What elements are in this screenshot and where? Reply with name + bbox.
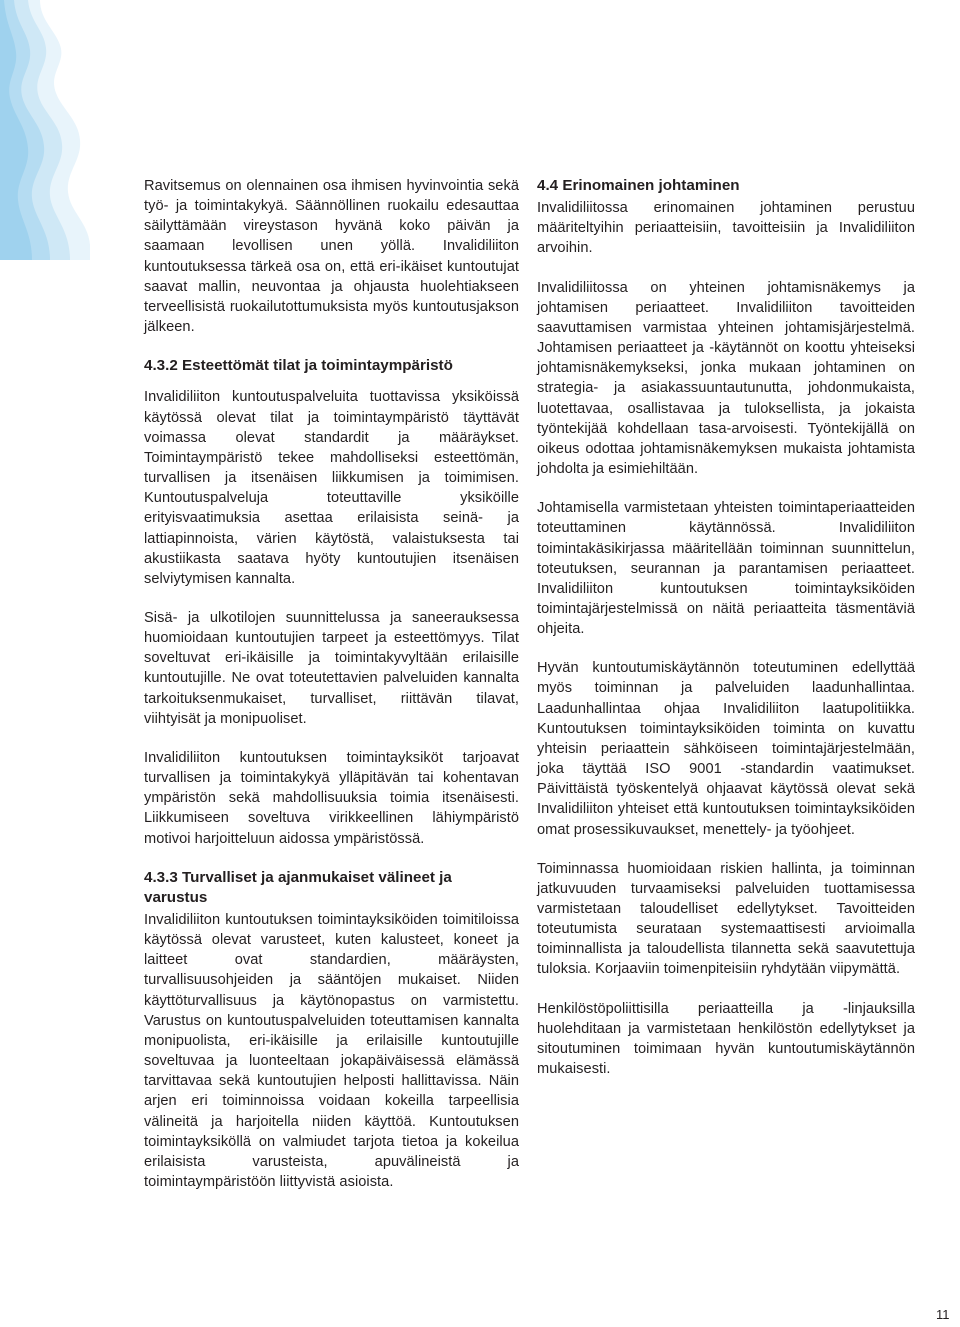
right-column — [537, 176, 915, 1098]
paragraph: Invalidiliiton kuntoutuspalveluita tuottavissa yksiköissä käytössä olevat tilat ja toimintaympäristö täyttävät voimassa olevat standardit ja määräykset. Toimintaympäristö tekee mahdolliseksi esteettömän, turvallisen ja itsenäisen liikkumisen ja toimimisen. Kuntoutuspalveluja toteuttaville yksiköille erityisvaatimuksia asettaa erilaisista seinä- ja lattiapinnoista, värien käytöstä, valaistuksesta tai akustiikasta saatava hyöty kuntoutujien itsenäisen selviytymisen kannalta. — [144, 389, 519, 587]
paragraph: Invalidiliitossa erinomainen johtaminen perustuu määriteltyihin periaatteisiin, tavoitteisiin ja Invalidiliiton arvoihin. — [537, 200, 915, 257]
paragraph: Sisä- ja ulkotilojen suunnittelussa ja saneerauksessa huomioidaan kuntoutujien tarpeet ja esteettömyys. Tilat soveltuvat eri-ikäisille ja toimintakyvyltään erilaisille kuntoutujille. Ne ovat toteutettavien palveluiden kannalta tarkoituksenmukaiset, turvalliset, riittävän tilavat, viihtyisät ja monipuoliset. — [144, 609, 519, 727]
page-number: 11 — [936, 1307, 950, 1322]
left-column — [144, 176, 519, 1211]
paragraph: Invalidiliitossa on yhteinen johtamisnäkemys ja johtamisen periaatteet. Invalidiliiton tavoitteiden saavuttamisen varmistaa yhteinen johtamisjärjestelmä. Johtamisen periaatteet ja -käytännöt on koottu yhteiseksi johtamisnäkemykseksi, jonka mukaan johtaminen on strategia- ja asiakassuuntautunutta, johdonmukaista, luotettavaa, osallistavaa ja tuloksellista, ja jokaista työntekijää kohdellaan tasa-arvoisesti. Työntekijällä on oikeus odottaa johtamisnäkemyksen mukaista johtamista johdolta ja esimiehiltään. — [537, 279, 915, 478]
paragraph: Invalidiliiton kuntoutuksen toimintayksiköiden toimitiloissa käytössä olevat varusteet, kuten kalusteet, koneet ja laitteet ovat standardien, määräysten, turvallisuusohjeiden ja sääntöjen mukaiset. Niiden käyttöturvallisuus ja käytönopastus on varmistettu. Varustus on kuntoutuspalveluiden toteuttamisen kannalta monipuolista, eri-ikäisille ja erilaisille kuntoutujille soveltuvaa ja luonteeltaan jokapäiväisessä elämässä tarvittavaa sekä kuntoutujien helposti hallittavissa. Näin arjen eri toiminnoissa voidaan kokeilla tarpeellisia välineitä ja harjoitella niiden käyttöä. Kuntoutuksen toimintayksiköllä on valmiudet tarjota tietoa ja kokeilua erilaisista varusteista, apuvälineistä ja toimintaympäristöön liittyvistä asioista. — [144, 912, 519, 1191]
section-heading-4-3-2: 4.3.2 Esteettömät tilat ja toimintaympäristö — [144, 357, 453, 375]
paragraph: Johtamisella varmistetaan yhteisten toimintaperiaatteiden toteuttaminen käytännössä. Invalidiliiton toimintakäsikirjassa määritellään toiminnan suunnittelun, toteutuksen, seurannan ja parantamisen periaatteet. Invalidiliiton kuntoutuksen toimintayksiköiden toimintajärjestelmissä on näitä periaatteita täsmentäviä ohjeita. — [537, 500, 915, 638]
section-heading-4-3-3: 4.3.3 Turvalliset ja ajanmukaiset välineet ja varustus — [144, 868, 452, 906]
section-heading-4-4: 4.4 Erinomainen johtaminen — [537, 177, 740, 194]
paragraph: Toiminnassa huomioidaan riskien hallinta, ja toiminnan jatkuvuuden turvaamiseksi palveluiden tuottamisessa varmistetaan taloudelliset edellytykset. Tavoitteiden toteutumista seurataan systemaattisesti arvioimalla toiminnallista ja taloudellista tilannetta sekä saavutettuja tuloksia. Korjaaviin toimenpiteisiin ryhdytään viipymättä. — [537, 860, 915, 978]
paragraph: Hyvän kuntoutumiskäytännön toteutuminen edellyttää myös toiminnan ja palveluiden laadunhallintaa. Laadunhallintaa ohjaa Invalidiliiton laatupolitiikka. Kuntoutuksen toimintayksiköiden toiminta on kuvattu yhteisin periaattein sähköiseen toimintajärjestelmään, joka täyttää ISO 9001 -standardin vaatimukset. Päivittäistä työskentelyä ohjaavat käytössä olevat sekä Invalidiliiton yhteiset että kuntoutuksen toimintayksiköiden omat prosessikuvaukset, menettely- ja työohjeet. — [537, 660, 915, 838]
waves-icon — [0, 0, 130, 260]
intro-paragraph: Ravitsemus on olennainen osa ihmisen hyvinvointia sekä työ- ja toimintakykyä. Säännöllinen ruokailu edesauttaa säilyttämään vireystason hyvänä koko päivän ja saamaan levollisen unen yöllä. Invalidiliiton kuntoutuksessa tärkeä osa on, että eri-ikäiset kuntoutujat saavat mallin, neuvontaa ja ohjausta huolehtiakseen terveellisistä ruokailutottumuksista myös kuntoutusjakson jälkeen. — [144, 178, 519, 336]
paragraph: Invalidiliiton kuntoutuksen toimintayksiköt tarjoavat turvallisen ja toimintakykyä ylläpitävän tai kohentavan ympäristön sekä mahdollisuuksia toimia itsenäisesti. Liikkumiseen soveltuva virikkeellinen lähiympäristö motivoi harjoitteluun aidossa ympäristössä. — [144, 749, 519, 847]
paragraph: Henkilöstöpoliittisilla periaatteilla ja -linjauksilla huolehditaan ja varmistetaan henkilöstön edellytykset ja sitoutuminen toimimaan hyvän kuntoutumiskäytännön mukaisesti. — [537, 1000, 915, 1078]
